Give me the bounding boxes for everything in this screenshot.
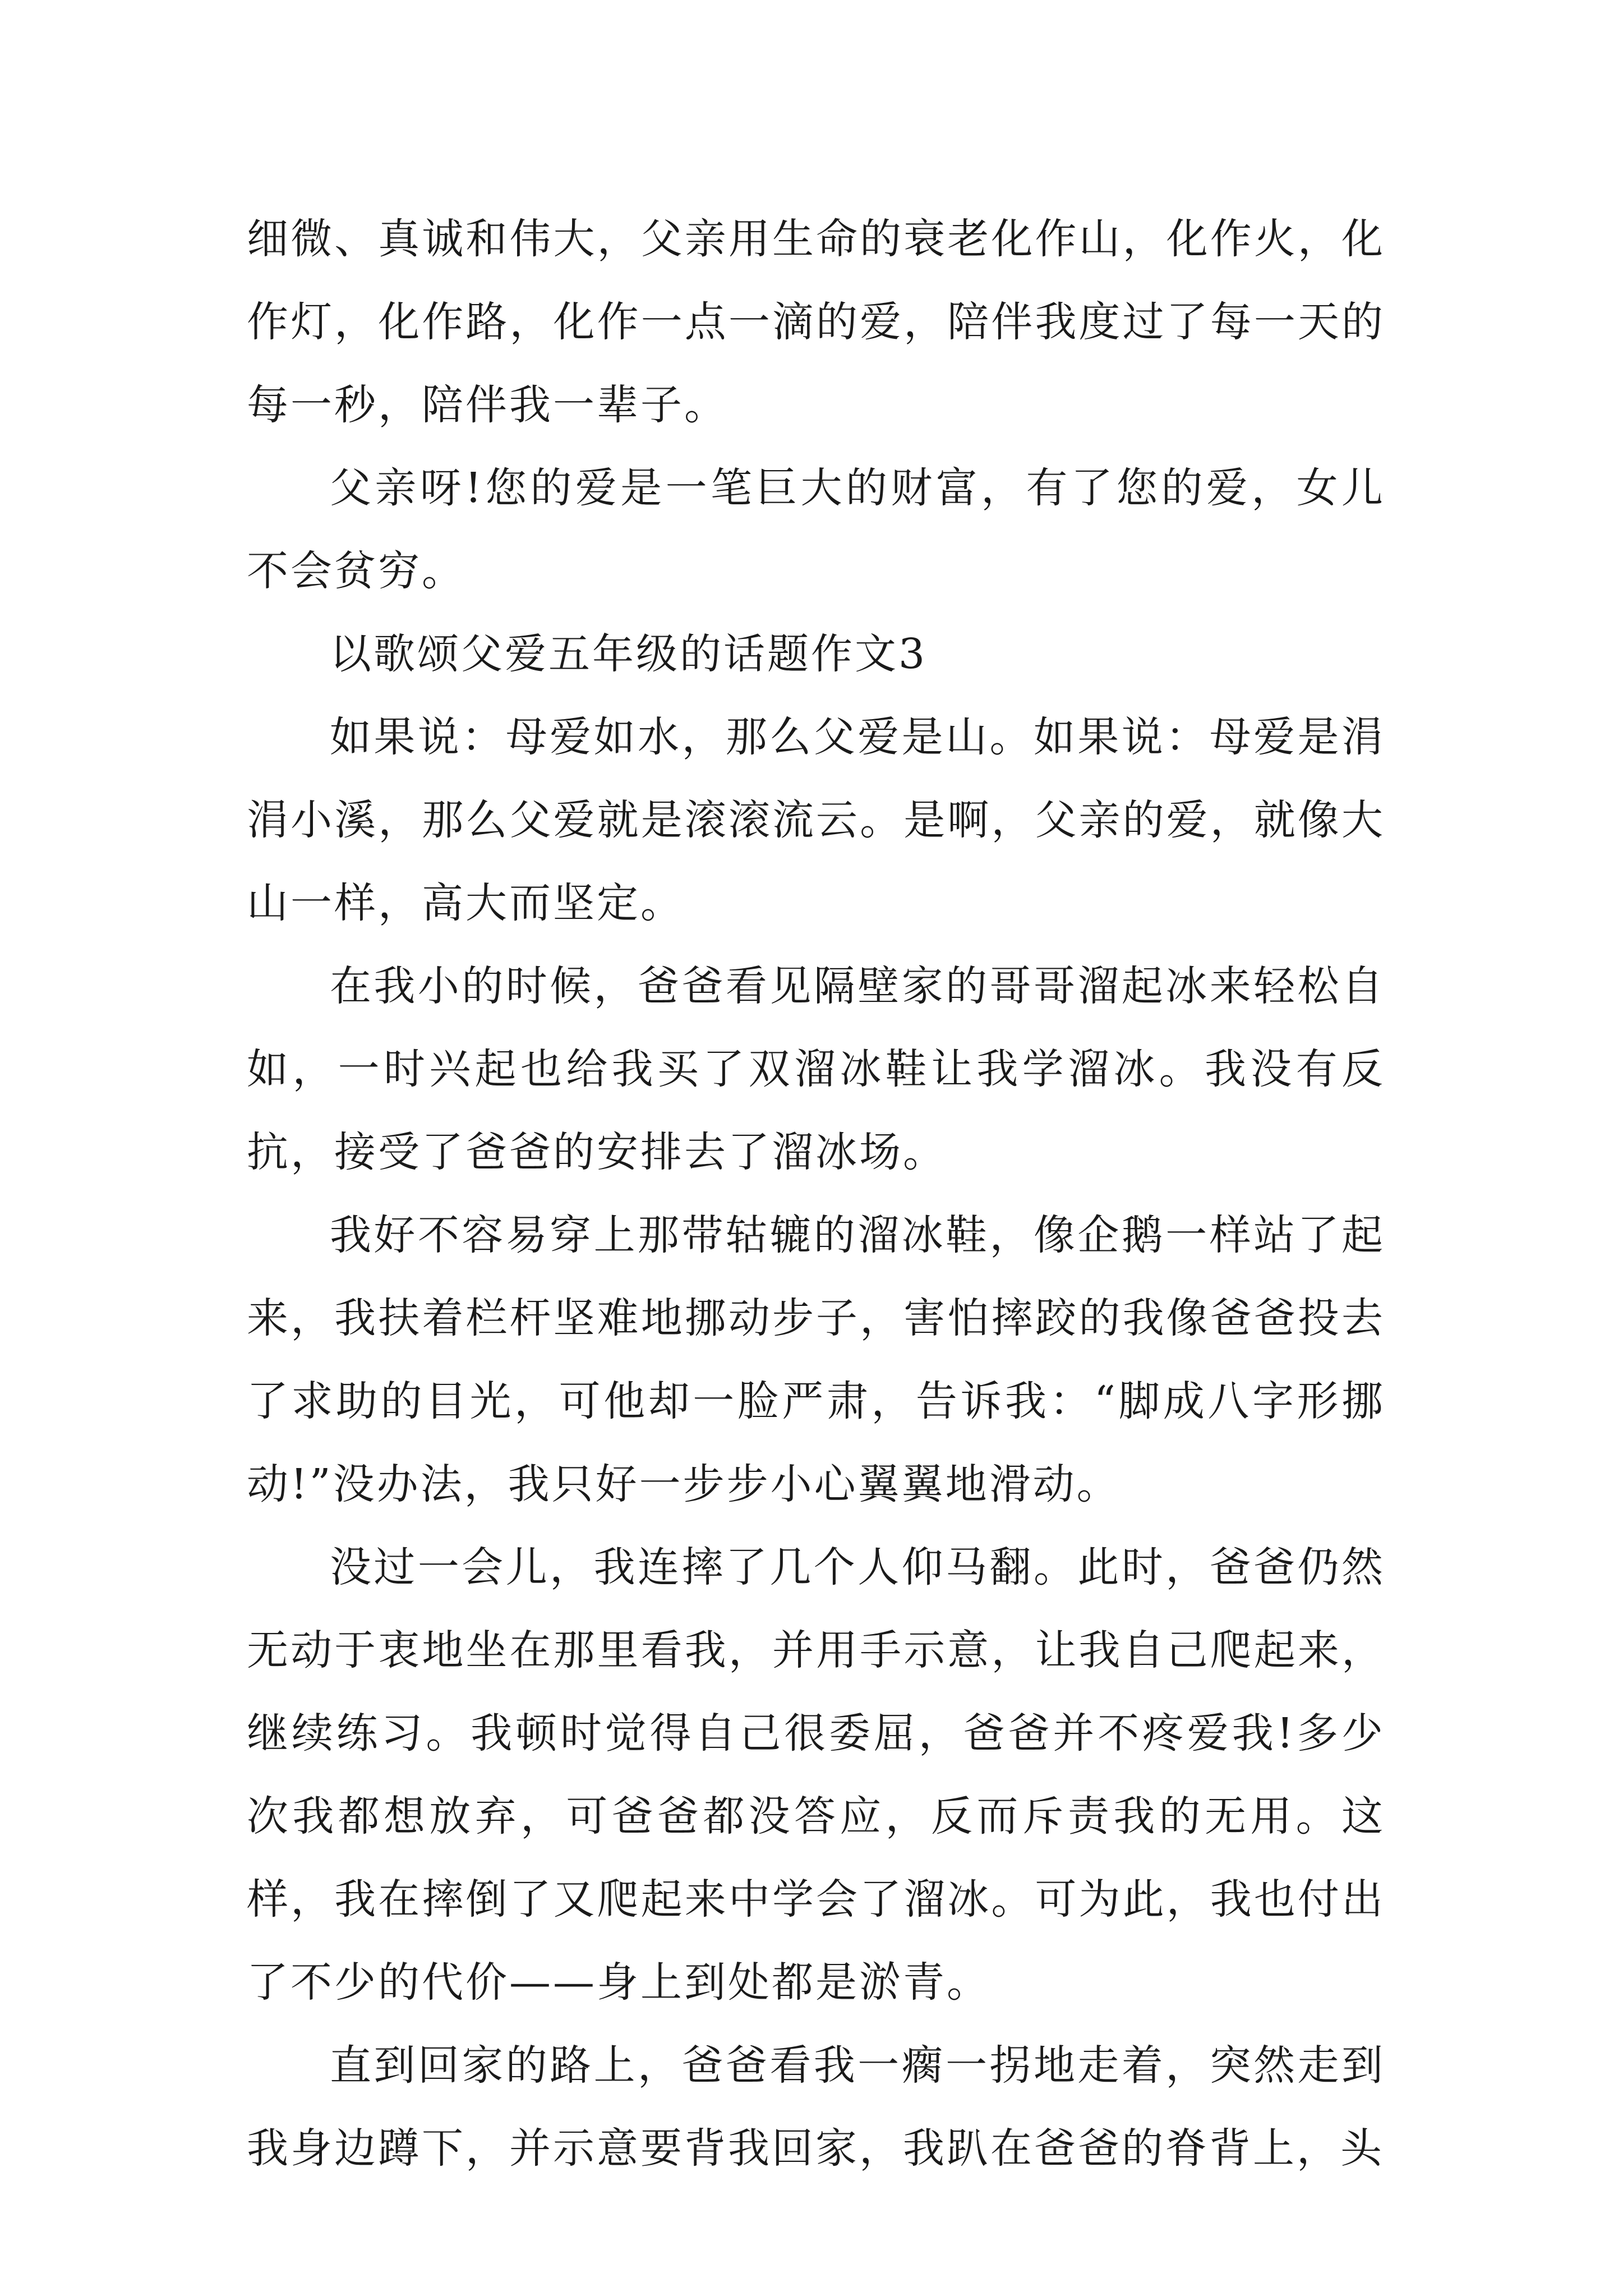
paragraph-6: 没过一会儿，我连摔了几个人仰马翻。此时，爸爸仍然无动于衷地坐在那里看我，并用手示意，让我自己爬起来，继续练习。我顿时觉得自己很委屈，爸爸并不疼爱我!多少次我都想放弃，可爸爸都没答应，反而斥责我的无用。这样，我在摔倒了又爬起来中学会了溜冰。可为此，我也付出了不少的代价——身上到处都是淤青。 <box>247 1543 1385 2007</box>
paragraph-4: 在我小的时候，爸爸看见隔壁家的哥哥溜起冰来轻松自如，一时兴起也给我买了双溜冰鞋让我学溜冰。我没有反抗，接受了爸爸的安排去了溜冰场。 <box>247 962 1385 1176</box>
paragraph-3: 如果说：母爱如水，那么父爱是山。如果说：母爱是涓涓小溪，那么父爱就是滚滚流云。是啊，父亲的爱，就像大山一样，高大而坚定。 <box>247 713 1385 927</box>
paragraph-1: 细微、真诚和伟大，父亲用生命的衰老化作山，化作火，化作灯，化作路，化作一点一滴的爱，陪伴我度过了每一天的每一秒，陪伴我一辈子。 <box>247 215 1385 429</box>
paragraph-2: 父亲呀!您的爱是一笔巨大的财富，有了您的爱，女儿不会贫穷。 <box>247 464 1385 595</box>
document-body <box>247 197 1385 2190</box>
paragraph-7: 直到回家的路上，爸爸看我一瘸一拐地走着，突然走到我身边蹲下，并示意要背我回家，我趴在爸爸的脊背上，头 <box>247 2041 1385 2173</box>
paragraph-5: 我好不容易穿上那带轱辘的溜冰鞋，像企鹅一样站了起来，我扶着栏杆坚难地挪动步子，害怕摔跤的我像爸爸投去了求助的目光，可他却一脸严肃，告诉我：“脚成八字形挪动!”没办法，我只好一步步小心翼翼地滑动。 <box>247 1211 1385 1508</box>
section-heading: 以歌颂父爱五年级的话题作文3 <box>330 630 928 678</box>
